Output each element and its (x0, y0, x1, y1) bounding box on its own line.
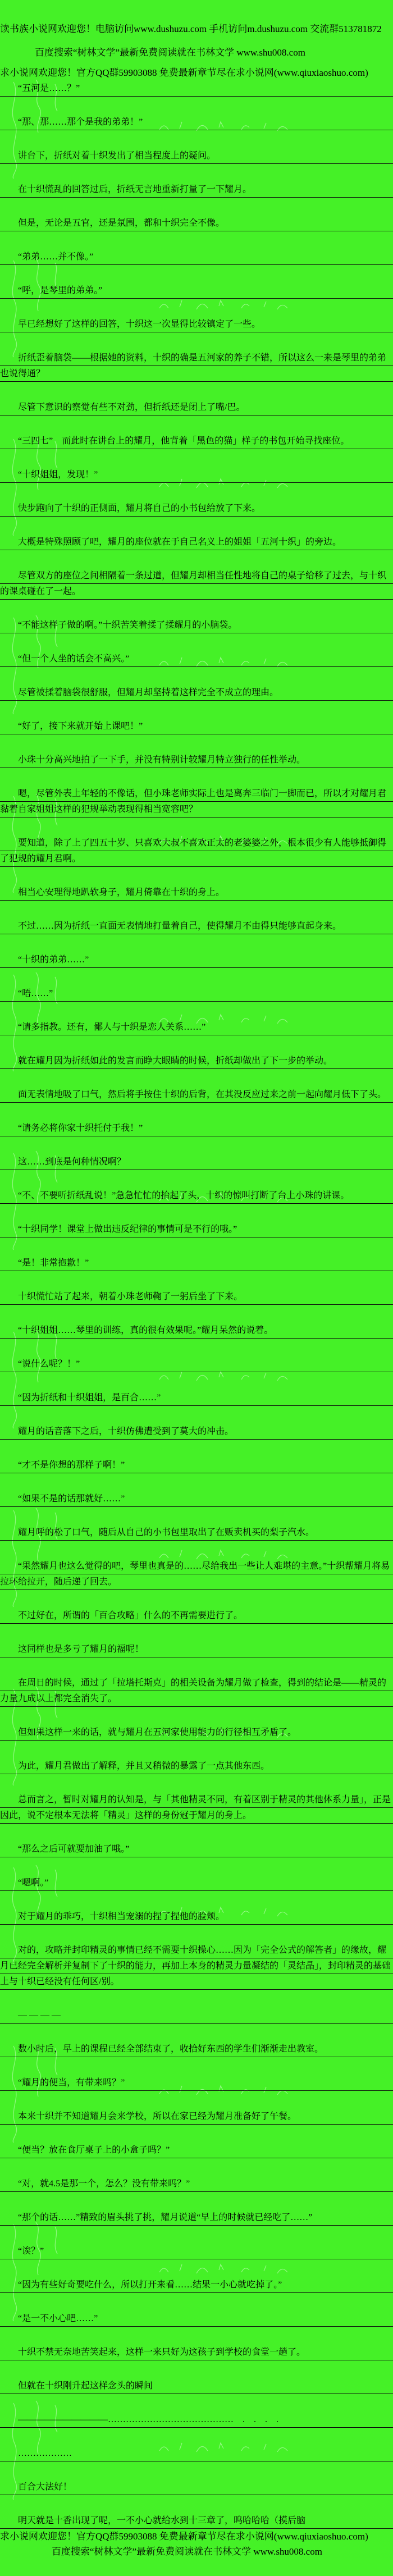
novel-paragraph: 总而言之，暂时对耀月的认知是，与「其他精灵不同，有着区别于精灵的其他体系力量」，正是因此，说不定根本无法将「精灵」这样的身份冠于耀月的身上。 (0, 1792, 393, 1824)
novel-paragraph: 对于耀月的乖巧，十织相当宠溺的捏了捏他的脸颊。 (0, 1909, 393, 1925)
novel-paragraph: 这……到底是何种情况啊？ (0, 1154, 393, 1170)
novel-paragraph: 在十织慌乱的回答过后，折纸无言地重新打量了一下耀月。 (0, 182, 393, 198)
novel-paragraph: 小珠十分高兴地拍了一下手，并没有特别计较耀月特立独行的任性举动。 (0, 752, 393, 768)
novel-paragraph: 本来十织并不知道耀月会来学校，所以在家已经为耀月准备好了午餐。 (0, 2109, 393, 2125)
novel-paragraph: “但一个人坐的话会不高兴。” (0, 651, 393, 667)
novel-paragraph: “诶？” (0, 2244, 393, 2259)
novel-paragraph: “好了，接下来就开始上课吧！” (0, 719, 393, 734)
novel-paragraph: 十织慌忙站了起来，朝着小珠老师鞠了一躬后坐了下来。 (0, 1289, 393, 1305)
novel-paragraph: 要知道，除了上了四五十岁、只喜欢大叔不喜欢正太的老婆婆之外，根本很少有人能够抵御得了犯规的耀月君啊。 (0, 835, 393, 867)
novel-paragraph: “十织姐姐，发现！” (0, 467, 393, 483)
header-ad-line-qiuxiaoshuo: 求小说网欢迎您！官方QQ群59903088 免费最新章节尽在求小说网(www.qiuxiaoshuo.com) (0, 67, 368, 78)
novel-paragraph: 但就在十织刚升起这样念头的瞬间 (0, 2378, 393, 2394)
novel-paragraph: 面无表情地吸了口气，然后将手按住十织的后背，在其没反应过来之前一起向耀月低下了头。 (0, 1087, 393, 1103)
novel-paragraph: “果然耀月也这么觉得的吧，琴里也真是的……尽给我出一些让人难堪的主意。”十织帮耀月将易拉环给拉开，随后递了回去。 (0, 1559, 393, 1590)
header-ad-line-shu008: 百度搜索“树林文学”最新免费阅读就在书林文学 www.shu008.com (35, 47, 305, 58)
novel-paragraph: “说什么呢？！” (0, 1356, 393, 1372)
novel-paragraph: 就在耀月因为折纸如此的发言而睁大眼睛的时候，折纸却做出了下一步的举动。 (0, 1053, 393, 1069)
novel-paragraph: “如果不是的话那就好……” (0, 1491, 393, 1507)
novel-paragraph: “请务必将你家十织托付于我！” (0, 1121, 393, 1136)
novel-paragraph: “因为折纸和十织姐姐，是百合……” (0, 1390, 393, 1406)
novel-paragraph: 耀月的话音落下之后，十织仿佛遭受到了莫大的冲击。 (0, 1424, 393, 1440)
divider-line: ……………… (0, 2446, 393, 2461)
novel-paragraph: 在周日的时候，通过了「拉塔托斯克」的相关设备为耀月做了检查，得到的结论是——精灵的力量九成以上都完全消失了。 (0, 1675, 393, 1707)
novel-paragraph: “那、那……那个是我的弟弟！” (0, 115, 393, 130)
footer-ad-line-shu008: 百度搜索“树林文学”最新免费阅读就在书林文学 www.shu008.com (52, 2546, 322, 2557)
novel-paragraph: 折纸歪着脑袋——根据她的资料，十织的确是五河家的养子不错，所以这么一来是琴里的弟弟也说得通？ (0, 350, 393, 382)
novel-paragraph: 为此，耀月君做出了解释，并且又稍微的暴露了一点其他东西。 (0, 1759, 393, 1774)
novel-paragraph: “那个的话……”精致的眉头挑了挑，耀月说道“早上的时候就已经吃了……” (0, 2210, 393, 2226)
novel-paragraph: “嗯啊。” (0, 1875, 393, 1891)
novel-paragraph: 但是，无论是五官，还是氛围，都和十织完全不像。 (0, 216, 393, 231)
novel-paragraph: 不过……因为折纸一直面无表情地打量着自己，使得耀月不由得只能够直起身来。 (0, 919, 393, 934)
novel-paragraph: 数小时后，早上的课程已经全部结束了，收拾好东西的学生们渐渐走出教室。 (0, 2041, 393, 2057)
novel-paragraph: 讲台下，折纸对着十织发出了相当程度上的疑问。 (0, 148, 393, 164)
divider-line: ——————————…………………………………… . . . . (0, 2412, 393, 2428)
novel-paragraph: 不过好在，所谓的「百合攻略」什么的不再需要进行了。 (0, 1608, 393, 1624)
novel-paragraph: 嗯，尽管外表上年轻的不像话，但小珠老师实际上也是离奔三临门一脚而已，所以才对耀月君黏着自家姐姐这样的犯规举动表现得相当宽容吧？ (0, 786, 393, 817)
header-ad-line-dushuzu: 读书族小说网欢迎您！电脑访问www.dushuzu.com 手机访问m.dushuzu.com 交流群513781872 (0, 24, 382, 34)
novel-paragraph: “请多指教。还有，鄙人与十织是恋人关系……” (0, 1020, 393, 1035)
novel-paragraph: “五河是……？” (0, 81, 393, 97)
novel-paragraph: “因为有些好奇要吃什么，所以打开来看……结果一小心就吃掉了。” (0, 2277, 393, 2293)
novel-paragraph: 尽管被揉着脑袋很舒服，但耀月却坚持着这样完全不成立的理由。 (0, 685, 393, 701)
novel-text-body (0, 81, 393, 2529)
novel-paragraph: 十织不禁无奈地苦笑起来，这样一来只好为这孩子到学校的食堂一趟了。 (0, 2345, 393, 2360)
novel-paragraph: “是！非常抱歉！” (0, 1255, 393, 1271)
novel-paragraph: 尽管下意识的察觉有些不对劲，但折纸还是闭上了嘴/巴。 (0, 400, 393, 415)
novel-paragraph: “那么之后可就要加油了哦。” (0, 1842, 393, 1857)
novel-paragraph: “耀月的便当，有带来吗？” (0, 2075, 393, 2091)
novel-paragraph: 耀月呼的松了口气，随后从自己的小书包里取出了在贩卖机买的梨子汽水。 (0, 1525, 393, 1541)
novel-paragraph: “弟弟……并不像。” (0, 249, 393, 265)
novel-paragraph: “对，就4.5是那一个，怎么？没有带来吗？” (0, 2176, 393, 2192)
novel-paragraph: 但如果这样一来的话，就与耀月在五河家使用能力的行径相互矛盾了。 (0, 1725, 393, 1741)
header-ad-block (0, 0, 393, 79)
novel-paragraph: 早已经想好了这样的回答，十织这一次显得比较镇定了一些。 (0, 317, 393, 332)
novel-paragraph: “不能这样子做的啊。”十织苦笑着揉了揉耀月的小脑袋。 (0, 618, 393, 633)
novel-paragraph: “才不是你想的那样子啊！” (0, 1458, 393, 1473)
novel-paragraph: 百合大法好！ (0, 2479, 393, 2495)
novel-paragraph: “是一不小心吧……” (0, 2311, 393, 2327)
novel-paragraph: “不、不要听折纸乱说！”急急忙忙的抬起了头，十织的惊叫打断了台上小珠的讲课。 (0, 1188, 393, 1204)
novel-paragraph: “三四七” 而此时在讲台上的耀月，他背着「黑色的猫」样子的书包开始寻找座位。 (0, 433, 393, 449)
novel-paragraph: 尽管双方的座位之间相隔着一条过道，但耀月却相当任性地将自己的桌子给移了过去，与十织的课桌碰在了一起。 (0, 568, 393, 600)
novel-paragraph: “唔……” (0, 986, 393, 1002)
novel-paragraph: 快步跑向了十织的正侧面，耀月将自己的小书包给放了下来。 (0, 501, 393, 517)
novel-paragraph: “十织的弟弟……” (0, 952, 393, 968)
novel-paragraph: 相当心安理得地趴软身子，耀月倚靠在十织的身上。 (0, 885, 393, 901)
divider-line: — — — — (0, 2008, 393, 2024)
novel-paragraph: “十织同学！课堂上做出违反纪律的事情可是不行的哦。” (0, 1222, 393, 1237)
novel-paragraph: 对的，攻略并封印精灵的事情已经不需要十织操心……因为「完全公式的解答者」的缘故，耀月已经完全解析并复制下了十织的能力，再加上本身的精灵力量凝结的「灵结晶」，封印精灵的基础上与十织已经没有任何区/别。 (0, 1943, 393, 1990)
novel-paragraph: “便当？放在食厅桌子上的小盒子吗？” (0, 2143, 393, 2158)
novel-paragraph: 大概是特殊照顾了吧，耀月的座位就在于自己名义上的姐姐「五河十织」的旁边。 (0, 535, 393, 550)
novel-paragraph: 明天就是十香出现了呢，一不小心就给水到十三章了，呜哈哈哈（摸后脑 (0, 2513, 393, 2529)
novel-paragraph: 这同样也是多亏了耀月的福呢！ (0, 1642, 393, 1657)
novel-paragraph: “呼，是琴里的弟弟。” (0, 283, 393, 299)
footer-ad-block (0, 2529, 393, 2559)
novel-paragraph: “十织姐姐……琴里的训练，真的很有效果呢。”耀月呆然的说着。 (0, 1323, 393, 1339)
footer-ad-line-qiuxiaoshuo: 求小说网欢迎您！官方QQ群59903088 免费最新章节尽在求小说网(www.qiuxiaoshuo.com) (0, 2531, 368, 2542)
